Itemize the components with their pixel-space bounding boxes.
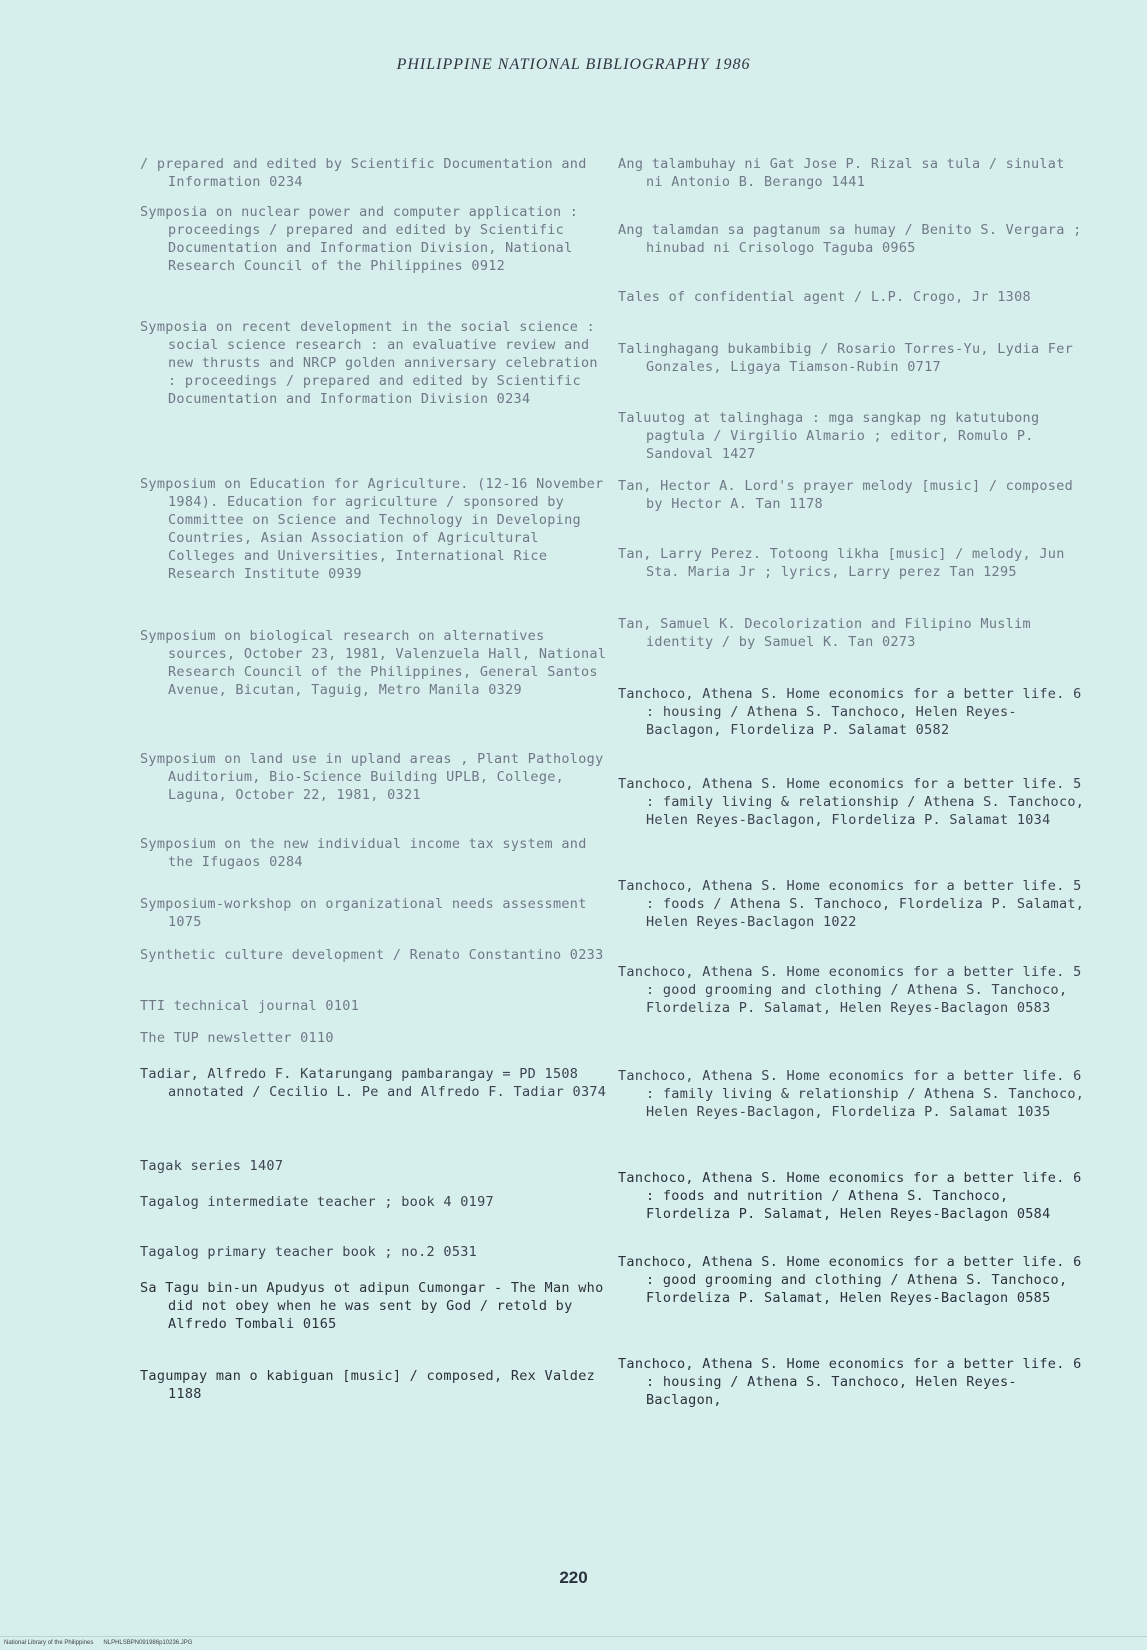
entry-right-8: Tanchoco, Athena S. Home economics for a better life. 6 : housing / Athena S. Tanchoco, Helen Reyes-Baclagon, Flordeliza P. Salamat 0582: [618, 686, 1090, 738]
entry-left-12: Tagak series 1407: [140, 1158, 284, 1174]
entry-left-14: Tagalog primary teacher book ; no.2 0531: [140, 1244, 478, 1260]
entry-right-0: Ang talambuhay ni Gat Jose P. Rizal sa tula / sinulat ni Antonio B. Berango 1441: [618, 156, 1074, 190]
entry-left-16: Tagumpay man o kabiguan [music] / composed, Rex Valdez 1188: [140, 1368, 604, 1402]
entry-right-4: Taluutog at talinghaga : mga sangkap ng katutubong pagtula / Virgilio Almario ; editor, Romulo P. Sandoval 1427: [618, 410, 1048, 462]
entry-left-7: Symposium-workshop on organizational needs assessment 1075: [140, 896, 596, 930]
entry-right-13: Tanchoco, Athena S. Home economics for a better life. 6 : foods and nutrition / Athena S. Tanchoco, Flordeliza P. Salamat, Helen Reyes-Baclagon 0584: [618, 1170, 1090, 1222]
entry-left-8: Synthetic culture development / Renato Constantino 0233: [140, 947, 604, 963]
entry-right-7: Tan, Samuel K. Decolorization and Filipino Muslim identity / by Samuel K. Tan 0273: [618, 616, 1040, 650]
entry-right-9: Tanchoco, Athena S. Home economics for a better life. 5 : family living & relationship / Athena S. Tanchoco, Helen Reyes-Baclagon, Flordeliza P. Salamat 1034: [618, 776, 1093, 828]
page-number: 220: [559, 1568, 588, 1587]
entry-left-10: The TUP newsletter 0110: [140, 1030, 334, 1046]
entry-left-5: Symposium on land use in upland areas , Plant Pathology Auditorium, Bio-Science Building UPLB, College, Laguna, October 22, 1981, 0321: [140, 751, 612, 803]
entry-right-1: Ang talamdan sa pagtanum sa humay / Benito S. Vergara ; hinubad ni Crisologo Taguba 0965: [618, 222, 1090, 256]
entry-right-5: Tan, Hector A. Lord's prayer melody [music] / composed by Hector A. Tan 1178: [618, 478, 1082, 512]
entry-left-6: Symposium on the new individual income tax system and the Ifugaos 0284: [140, 836, 596, 870]
footer-library: National Library of the Philippines: [4, 1640, 94, 1646]
entry-left-2: Symposia on recent development in the social science : social science research : an evaluative review and new thrusts and NRCP golden anniversary celebration : proceedings / prepared and edited by Scientific Documentation and Information Division 0234: [140, 319, 607, 407]
entry-right-6: Tan, Larry Perez. Totoong likha [music] / melody, Jun Sta. Maria Jr ; lyrics, Larry perez Tan 1295: [618, 546, 1074, 580]
entry-left-4: Symposium on biological research on alternatives sources, October 23, 1981, Valenzuela Hall, National Research Council of the Philippines, General Santos Avenue, Bicutan, Taguig, Metro Manila 0329: [140, 628, 615, 698]
bottom-rule: [0, 1636, 1147, 1637]
entry-left-15: Sa Tagu bin-un Apudyus ot adipun Cumongar - The Man who did not obey when he was sent by God / retold by Alfredo Tombali 0165: [140, 1280, 612, 1332]
entry-right-14: Tanchoco, Athena S. Home economics for a better life. 6 : good grooming and clothing / Athena S. Tanchoco, Flordeliza P. Salamat, Helen Reyes-Baclagon 0585: [618, 1254, 1090, 1306]
entry-right-10: Tanchoco, Athena S. Home economics for a better life. 5 : foods / Athena S. Tanchoco, Flordeliza P. Salamat, Helen Reyes-Baclagon 1022: [618, 878, 1093, 930]
footer: [4, 1640, 192, 1646]
entry-left-1: Symposia on nuclear power and computer application : proceedings / prepared and edited by Scientific Documentation and Information Division, National Research Council of the Philippines 0912: [140, 204, 587, 274]
entry-right-12: Tanchoco, Athena S. Home economics for a better life. 6 : family living & relationship / Athena S. Tanchoco, Helen Reyes-Baclagon, Flordeliza P. Salamat 1035: [618, 1068, 1093, 1120]
footer-file: NLPHLSBPN091986p10236.JPG: [103, 1640, 193, 1646]
entry-right-2: Tales of confidential agent / L.P. Crogo, Jr 1308: [618, 289, 1031, 305]
entry-left-3: Symposium on Education for Agriculture. (12-16 November 1984). Education for agriculture / sponsored by Committee on Science and Technology in Developing Countries, Asian Association of Agricultural Colleges and Universities, International Rice Research Institute 0939: [140, 476, 612, 582]
entry-left-13: Tagalog intermediate teacher ; book 4 0197: [140, 1194, 494, 1210]
entry-left-11: Tadiar, Alfredo F. Katarungang pambarangay = PD 1508 annotated / Cecilio L. Pe and Alfredo F. Tadiar 0374: [140, 1066, 607, 1100]
entry-right-11: Tanchoco, Athena S. Home economics for a better life. 5 : good grooming and clothing / Athena S. Tanchoco, Flordeliza P. Salamat, Helen Reyes-Baclagon 0583: [618, 964, 1090, 1016]
entry-right-15: Tanchoco, Athena S. Home economics for a better life. 6 : housing / Athena S. Tanchoco, Helen Reyes-Baclagon,: [618, 1356, 1090, 1408]
entry-right-3: Talinghagang bukambibig / Rosario Torres-Yu, Lydia Fer Gonzales, Ligaya Tiamson-Rubin 0717: [618, 341, 1082, 375]
page-title: PHILIPPINE NATIONAL BIBLIOGRAPHY 1986: [396, 56, 751, 73]
entry-left-9: TTI technical journal 0101: [140, 998, 360, 1014]
entry-left-0: / prepared and edited by Scientific Documentation and Information 0234: [140, 156, 596, 190]
